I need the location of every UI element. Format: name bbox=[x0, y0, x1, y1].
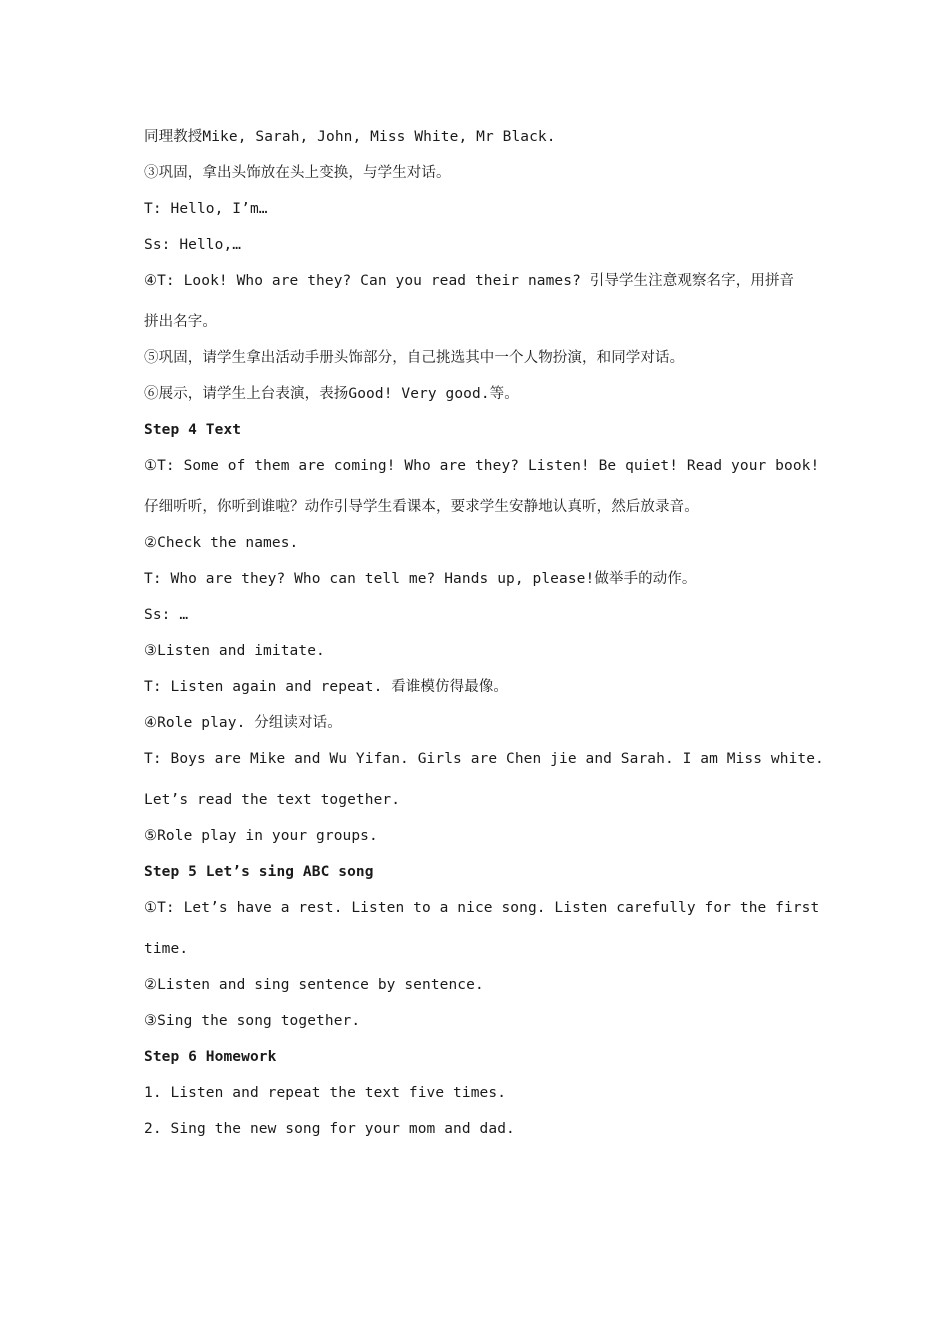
section-heading: Step 6 Homework bbox=[144, 1049, 277, 1065]
text-line: ①T: Some of them are coming! Who are they? Listen! Be quiet! Read your book! bbox=[144, 458, 820, 474]
text-line: ③巩固，拿出头饰放在头上变换，与学生对话。 bbox=[144, 165, 451, 181]
text-line: T: Boys are Mike and Wu Yifan. Girls are Chen jie and Sarah. I am Miss white. bbox=[144, 751, 824, 767]
text-line: T: Hello, I’m… bbox=[144, 201, 268, 217]
text-line: ④T: Look! Who are they? Can you read their names? 引导学生注意观察名字，用拼音 bbox=[144, 273, 795, 289]
text-line: Ss: Hello,… bbox=[144, 237, 242, 253]
text-line: T: Who are they? Who can tell me? Hands up, please!做举手的动作。 bbox=[144, 571, 697, 587]
text-line: ④Role play. 分组读对话。 bbox=[144, 715, 342, 731]
text-line: T: Listen again and repeat. 看谁模仿得最像。 bbox=[144, 679, 509, 695]
text-line: ②Listen and sing sentence by sentence. bbox=[144, 977, 484, 993]
text-line: ③Sing the song together. bbox=[144, 1013, 361, 1029]
text-line: 2. Sing the new song for your mom and dad. bbox=[144, 1121, 515, 1137]
text-line: 仔细听听，你听到谁啦？动作引导学生看课本，要求学生安静地认真听，然后放录音。 bbox=[144, 499, 699, 515]
section-heading: Step 4 Text bbox=[144, 422, 242, 438]
text-line: ①T: Let’s have a rest. Listen to a nice song. Listen carefully for the first bbox=[144, 900, 820, 916]
text-line: Let’s read the text together. bbox=[144, 792, 401, 808]
text-line: ⑤巩固，请学生拿出活动手册头饰部分，自己挑选其中一个人物扮演，和同学对话。 bbox=[144, 350, 685, 366]
text-line: time. bbox=[144, 941, 189, 957]
section-heading: Step 5 Let’s sing ABC song bbox=[144, 864, 374, 880]
text-line: Ss: … bbox=[144, 607, 189, 623]
text-line: 拼出名字。 bbox=[144, 314, 217, 330]
text-line: ⑥展示，请学生上台表演，表扬Good! Very good.等。 bbox=[144, 386, 519, 402]
text-line: 1. Listen and repeat the text five times. bbox=[144, 1085, 507, 1101]
text-line: ③Listen and imitate. bbox=[144, 643, 325, 659]
text-line: 同理教授Mike, Sarah, John, Miss White, Mr Black. bbox=[144, 129, 556, 145]
text-line: ②Check the names. bbox=[144, 535, 299, 551]
text-line: ⑤Role play in your groups. bbox=[144, 828, 378, 844]
